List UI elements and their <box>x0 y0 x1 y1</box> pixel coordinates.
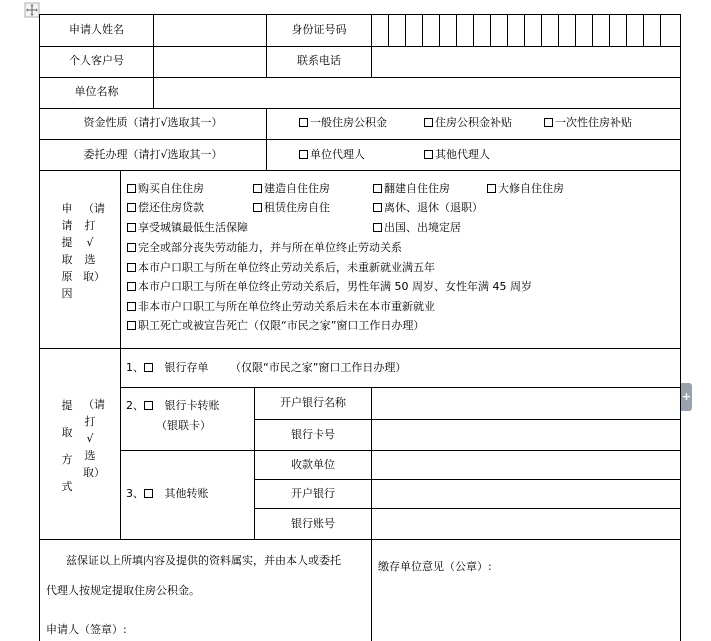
agent-option-other[interactable]: 其他代理人 <box>424 148 490 162</box>
method-section-hint: （请打√选取） <box>83 398 105 479</box>
checkbox-icon[interactable] <box>373 203 382 212</box>
account-number-label: 银行账号 <box>291 517 335 530</box>
checkbox-icon[interactable] <box>127 243 136 252</box>
reason-min-living[interactable]: 享受城镇最低生活保障 <box>127 221 248 235</box>
card-number-field[interactable] <box>372 420 680 450</box>
phone-label: 联系电话 <box>297 54 341 67</box>
checkbox-icon[interactable] <box>127 184 136 193</box>
card-number-label: 银行卡号 <box>291 428 335 441</box>
employer-opinion-label: 缴存单位意见（公章）: <box>378 560 492 573</box>
checkbox-icon[interactable] <box>544 118 553 127</box>
reason-rebuild[interactable]: 翻建自住住房 <box>373 182 450 196</box>
checkbox-icon[interactable] <box>144 489 153 498</box>
id-number-field[interactable] <box>372 15 680 46</box>
checkbox-icon[interactable] <box>127 263 136 272</box>
declaration-line-1: 兹保证以上所填内容及提供的资料属实，并由本人或委托 <box>66 554 341 567</box>
reason-purchase[interactable]: 购买自住住房 <box>127 182 204 196</box>
payee-label: 收款单位 <box>291 458 335 471</box>
customer-no-field[interactable] <box>154 47 266 77</box>
checkbox-icon[interactable] <box>144 401 153 410</box>
fund-type-option-lump-sum[interactable]: 一次性住房补贴 <box>544 116 632 130</box>
reason-emigrate[interactable]: 出国、出境定居 <box>373 221 461 235</box>
reason-nonlocal[interactable]: 非本市户口职工与所在单位终止劳动关系后未在本市重新就业 <box>127 300 435 314</box>
checkbox-icon[interactable] <box>424 150 433 159</box>
method-card-sub: （银联卡） <box>156 419 211 432</box>
expand-icon[interactable]: + <box>681 383 692 411</box>
other-bank-field[interactable] <box>372 480 680 508</box>
method-option-card[interactable]: 2、 银行卡转账 <box>126 399 220 412</box>
reason-loan[interactable]: 偿还住房贷款 <box>127 201 204 215</box>
reason-repair[interactable]: 大修自住住房 <box>487 182 564 196</box>
applicant-name-label: 申请人姓名 <box>69 23 124 36</box>
method-option-other[interactable]: 3、 其他转账 <box>126 487 209 500</box>
account-number-field[interactable] <box>372 509 680 539</box>
customer-no-label: 个人客户号 <box>69 54 124 67</box>
checkbox-icon[interactable] <box>253 203 262 212</box>
applicant-name-field[interactable] <box>154 15 266 46</box>
checkbox-icon[interactable] <box>127 223 136 232</box>
reason-section-label: 申请提取原因 <box>61 202 73 300</box>
card-bank-name-field[interactable] <box>372 388 680 419</box>
reason-retire[interactable]: 离休、退休（退职） <box>373 201 483 215</box>
declaration-line-2: 代理人按规定提取住房公积金。 <box>46 584 200 597</box>
id-number-label: 身份证号码 <box>291 23 347 36</box>
reason-age-local[interactable]: 本市户口职工与所在单位终止劳动关系后，男性年满 50 周岁、女性年满 45 周岁 <box>127 280 532 294</box>
reason-section-hint: （请打√选取） <box>83 202 105 283</box>
checkbox-icon[interactable] <box>144 363 153 372</box>
reason-disability[interactable]: 完全或部分丧失劳动能力，并与所在单位终止劳动关系 <box>127 241 402 255</box>
reason-rent[interactable]: 租赁住房自住 <box>253 201 330 215</box>
checkbox-icon[interactable] <box>373 184 382 193</box>
checkbox-icon[interactable] <box>299 118 308 127</box>
employer-label: 单位名称 <box>74 85 119 98</box>
reason-build[interactable]: 建造自住住房 <box>253 182 330 196</box>
employer-field[interactable] <box>154 78 680 108</box>
method-section-label: 提取方式 <box>61 399 73 493</box>
checkbox-icon[interactable] <box>424 118 433 127</box>
agent-label: 委托办理（请打√选取其一） <box>83 148 223 161</box>
checkbox-icon[interactable] <box>127 282 136 291</box>
phone-field[interactable] <box>372 47 680 77</box>
checkbox-icon[interactable] <box>127 203 136 212</box>
method-option-deposit[interactable]: 1、 银行存单 （仅限“市民之家”窗口工作日办理） <box>126 361 407 374</box>
checkbox-icon[interactable] <box>487 184 496 193</box>
checkbox-icon[interactable] <box>253 184 262 193</box>
checkbox-icon[interactable] <box>127 321 136 330</box>
fund-type-option-general[interactable]: 一般住房公积金 <box>299 116 387 130</box>
other-bank-label: 开户银行 <box>291 487 335 500</box>
card-bank-name-label: 开户银行名称 <box>280 396 346 409</box>
signature-label: 申请人（签章）: <box>46 623 127 636</box>
fund-type-label: 资金性质（请打√选取其一） <box>83 116 223 129</box>
reason-unemployed-local[interactable]: 本市户口职工与所在单位终止劳动关系后，未重新就业满五年 <box>127 261 435 275</box>
checkbox-icon[interactable] <box>299 150 308 159</box>
fund-type-option-subsidy[interactable]: 住房公积金补贴 <box>424 116 512 130</box>
checkbox-icon[interactable] <box>373 223 382 232</box>
reason-death[interactable]: 职工死亡或被宣告死亡（仅限“市民之家”窗口工作日办理） <box>127 319 424 333</box>
move-handle-icon[interactable] <box>24 2 40 18</box>
agent-option-employer[interactable]: 单位代理人 <box>299 148 365 162</box>
payee-field[interactable] <box>372 451 680 479</box>
checkbox-icon[interactable] <box>127 302 136 311</box>
